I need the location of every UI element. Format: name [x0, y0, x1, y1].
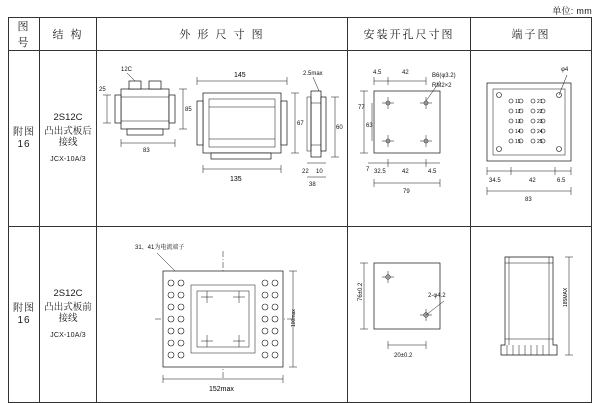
svg-text:21: 21 — [537, 99, 543, 105]
svg-text:14: 14 — [515, 129, 521, 135]
svg-text:24: 24 — [537, 129, 543, 135]
svg-text:2.5max: 2.5max — [303, 71, 323, 77]
svg-text:42: 42 — [402, 169, 409, 175]
cell-drawing-no-1 — [9, 51, 40, 227]
svg-text:6.5: 6.5 — [557, 178, 566, 184]
svg-text:38: 38 — [309, 182, 316, 188]
svg-text:10: 10 — [316, 169, 323, 175]
mounting-drawing-2 — [348, 227, 470, 402]
outline-drawing-2 — [97, 227, 347, 402]
cell-outline-2 — [97, 227, 348, 403]
structure-2 — [40, 288, 96, 341]
svg-text:152max: 152max — [209, 386, 234, 393]
cell-structure-2 — [40, 227, 97, 403]
svg-text:RM2×2: RM2×2 — [432, 83, 452, 89]
svg-text:φ4: φ4 — [561, 67, 569, 73]
header-mounting-hole: 安装开孔尺寸图 — [348, 18, 471, 51]
unit-note: 单位: mm — [552, 6, 592, 16]
drawing-no-1: 附图16 — [13, 126, 35, 150]
table-row — [9, 227, 592, 403]
svg-text:2-φ4.2: 2-φ4.2 — [428, 293, 446, 299]
svg-text:85: 85 — [185, 107, 192, 113]
structure-1 — [40, 112, 96, 165]
svg-text:20±0.2: 20±0.2 — [394, 353, 413, 359]
header-drawing-no: 图 号 — [9, 18, 40, 51]
svg-text:67: 67 — [297, 121, 304, 127]
svg-text:42: 42 — [529, 178, 536, 184]
svg-text:25: 25 — [99, 87, 106, 93]
structure-code-2: 2S12C — [53, 288, 83, 299]
svg-text:12C: 12C — [121, 67, 133, 73]
svg-text:135: 135 — [230, 176, 242, 183]
svg-text:185MAX: 185MAX — [563, 287, 569, 307]
header-structure: 结 构 — [40, 18, 97, 51]
svg-text:63: 63 — [366, 123, 373, 129]
cell-mounting-2 — [348, 227, 471, 403]
svg-text:83: 83 — [143, 148, 150, 154]
svg-text:7: 7 — [366, 167, 370, 173]
spec-table — [8, 17, 592, 403]
svg-text:145: 145 — [234, 72, 246, 79]
svg-text:76±0.2: 76±0.2 — [358, 282, 364, 301]
structure-model-2: JCX-10A/3 — [50, 331, 86, 339]
outline-drawing-1 — [97, 51, 347, 226]
cell-outline-1 — [97, 51, 348, 227]
cell-terminal-2 — [471, 227, 592, 403]
cell-structure-1 — [40, 51, 97, 227]
svg-text:4.5: 4.5 — [428, 169, 437, 175]
svg-text:83: 83 — [525, 197, 532, 203]
svg-text:31、41为电流端子: 31、41为电流端子 — [135, 245, 185, 251]
svg-text:11: 11 — [515, 99, 521, 105]
svg-text:34.5: 34.5 — [489, 178, 501, 184]
structure-text-1: 凸出式板后接线 — [44, 125, 92, 148]
table-row — [9, 51, 592, 227]
header-terminal-diagram: 端子图 — [471, 18, 592, 51]
svg-text:100max: 100max — [291, 309, 297, 327]
structure-text-2: 凸出式板前接线 — [44, 301, 92, 324]
svg-text:77: 77 — [358, 105, 365, 111]
svg-text:25: 25 — [537, 139, 543, 145]
cell-mounting-1 — [348, 51, 471, 227]
svg-text:60: 60 — [336, 125, 343, 131]
svg-text:22: 22 — [537, 109, 543, 115]
svg-text:79: 79 — [403, 189, 410, 195]
cell-terminal-1 — [471, 51, 592, 227]
header-outline-dimensions: 外 形 尺 寸 图 — [97, 18, 348, 51]
svg-text:42: 42 — [402, 70, 409, 76]
cell-drawing-no-2 — [9, 227, 40, 403]
svg-text:32.5: 32.5 — [374, 169, 386, 175]
svg-text:23: 23 — [537, 119, 543, 125]
table-header-row — [9, 18, 592, 51]
terminal-drawing-2 — [471, 227, 591, 402]
svg-text:B6(φ3.2): B6(φ3.2) — [432, 73, 456, 79]
svg-text:12: 12 — [515, 109, 521, 115]
svg-text:22: 22 — [302, 169, 309, 175]
terminal-drawing-1 — [471, 51, 591, 226]
drawing-no-2: 附图16 — [13, 302, 35, 326]
mounting-drawing-1 — [348, 51, 470, 226]
svg-text:15: 15 — [515, 139, 521, 145]
structure-model-1: JCX-10A/3 — [50, 155, 86, 163]
svg-text:4.5: 4.5 — [373, 70, 382, 76]
structure-code-1: 2S12C — [53, 112, 83, 123]
svg-text:13: 13 — [515, 119, 521, 125]
